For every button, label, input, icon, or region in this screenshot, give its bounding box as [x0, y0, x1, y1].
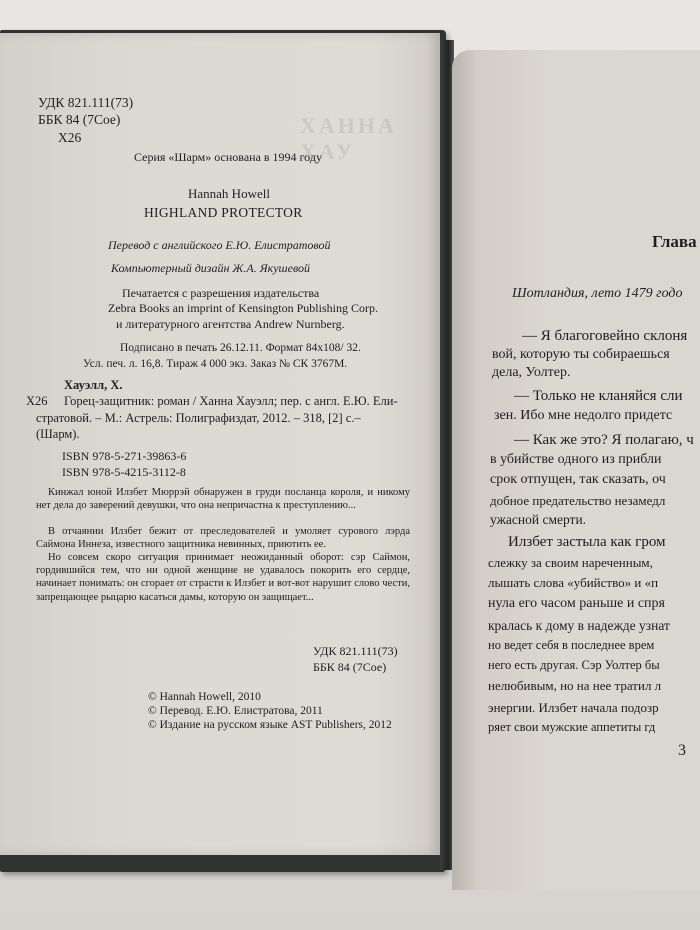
udk-code: УДК 821.111(73): [38, 95, 134, 110]
annotation-paragraph-2: В отчаянии Илзбет бежит от преследователей и умоляет сурового лэрда Саймона Иннеза, известного защитника невинных, приютить ее.: [36, 526, 410, 551]
biblio-author: Хауэлл, Х.: [64, 378, 123, 392]
translation-credit: Перевод с английского Е.Ю. Елистратовой: [108, 238, 331, 252]
text-line-8: срок отпущен, так сказать, оч: [490, 472, 666, 487]
permission-line-2: Zebra Books an imprint of Kensington Publishing Corp.: [108, 301, 378, 315]
page-number: 3: [678, 742, 686, 759]
text-line-3: дела, Уолтер.: [492, 365, 571, 380]
design-credit: Компьютерный дизайн Ж.А. Якушевой: [111, 261, 310, 275]
text-line-18: нелюбивым, но на нее тратил л: [488, 678, 662, 693]
text-line-14: нула его часом раньше и спря: [488, 596, 665, 611]
title-en: HIGHLAND PROTECTOR: [144, 205, 303, 220]
print-info-2: Усл. печ. л. 16,8. Тираж 4 000 экз. Заказ № СК 3767М.: [83, 358, 348, 370]
text-line-20: ряет свои мужские аппетиты гд: [488, 720, 656, 734]
right-page: [452, 50, 700, 890]
biblio-line-2: стратовой. – М.: Астрель: Полиграфиздат, 2012. – 318, [2] с.–: [36, 411, 361, 425]
text-line-4: — Только не кланяйся сли: [514, 388, 683, 404]
text-line-19: энергии. Илзбет начала подозр: [488, 700, 659, 715]
text-line-11: Илзбет застыла как гром: [508, 534, 666, 550]
annotation-paragraph-3: Но совсем скоро ситуация принимает неожиданный оборот: сэр Саймон, гордившийся тем, что ни одной женщине не удавалось покорить его сердце, начинает понимать: он сгорает от страсти к Илзбет и вот-вот нарушит слово чести, запрещающее рыцарю касаться дамы, которую он защищает...: [36, 552, 410, 603]
text-line-7: в убийстве одного из прибли: [490, 452, 662, 467]
show-through-text: ХАННА ХАУ: [300, 113, 397, 164]
copyright-3: © Издание на русском языке AST Publishers, 2012: [148, 719, 392, 731]
biblio-line-1: Горец-защитник: роман / Ханна Хауэлл; пер. с англ. Е.Ю. Ели-: [64, 394, 398, 408]
udk-bottom: УДК 821.111(73): [313, 644, 398, 658]
text-line-12: слежку за своим нареченным,: [488, 555, 653, 570]
text-line-16: но ведет себя в последнее врем: [488, 638, 655, 652]
print-info-1: Подписано в печать 26.12.11. Формат 84x108/ 32.: [120, 342, 361, 354]
isbn-1: ISBN 978-5-271-39863-6: [62, 449, 187, 463]
bbk-bottom: ББК 84 (7Сое): [313, 660, 387, 674]
bbk-code: ББК 84 (7Сое): [38, 112, 121, 127]
copyright-2: © Перевод. Е.Ю. Елистратова, 2011: [148, 705, 323, 717]
text-line-1: — Я благоговейно склоня: [522, 328, 688, 344]
author-code: X26: [58, 130, 82, 145]
text-line-6: — Как же это? Я полагаю, ч: [514, 432, 694, 448]
isbn-2: ISBN 978-5-4215-3112-8: [62, 465, 186, 479]
biblio-code: X26: [26, 394, 48, 408]
author-en: Hannah Howell: [188, 186, 270, 201]
text-line-10: ужасной смерти.: [490, 512, 587, 527]
text-line-17: него есть другая. Сэр Уолтер бы: [488, 658, 660, 672]
copyright-1: © Hannah Howell, 2010: [148, 691, 261, 703]
text-line-2: вой, которую ты собираешься: [492, 347, 670, 362]
biblio-line-3: (Шарм).: [36, 427, 80, 441]
text-line-9: добное предательство незамедл: [490, 493, 666, 508]
annotation-paragraph-1: Кинжал юной Илзбет Мюррэй обнаружен в груди посланца короля, и никому нет дела до заверений девушки, что она непричастна к преступлению...: [36, 487, 410, 512]
permission-line-1: Печатается с разрешения издательства: [122, 286, 320, 300]
text-line-5: зен. Ибо мне недолго придетс: [494, 408, 673, 423]
text-line-13: лышать слова «убийство» и «п: [488, 575, 659, 590]
chapter-heading: Глава: [652, 232, 697, 251]
text-line-15: кралась к дому в надежде узнат: [488, 618, 670, 633]
left-page: [0, 33, 440, 855]
series-line: Серия «Шарм» основана в 1994 году: [134, 150, 322, 164]
chapter-setting: Шотландия, лето 1479 годо: [512, 286, 683, 301]
permission-line-3: и литературного агентства Andrew Nurnberg.: [116, 317, 345, 331]
